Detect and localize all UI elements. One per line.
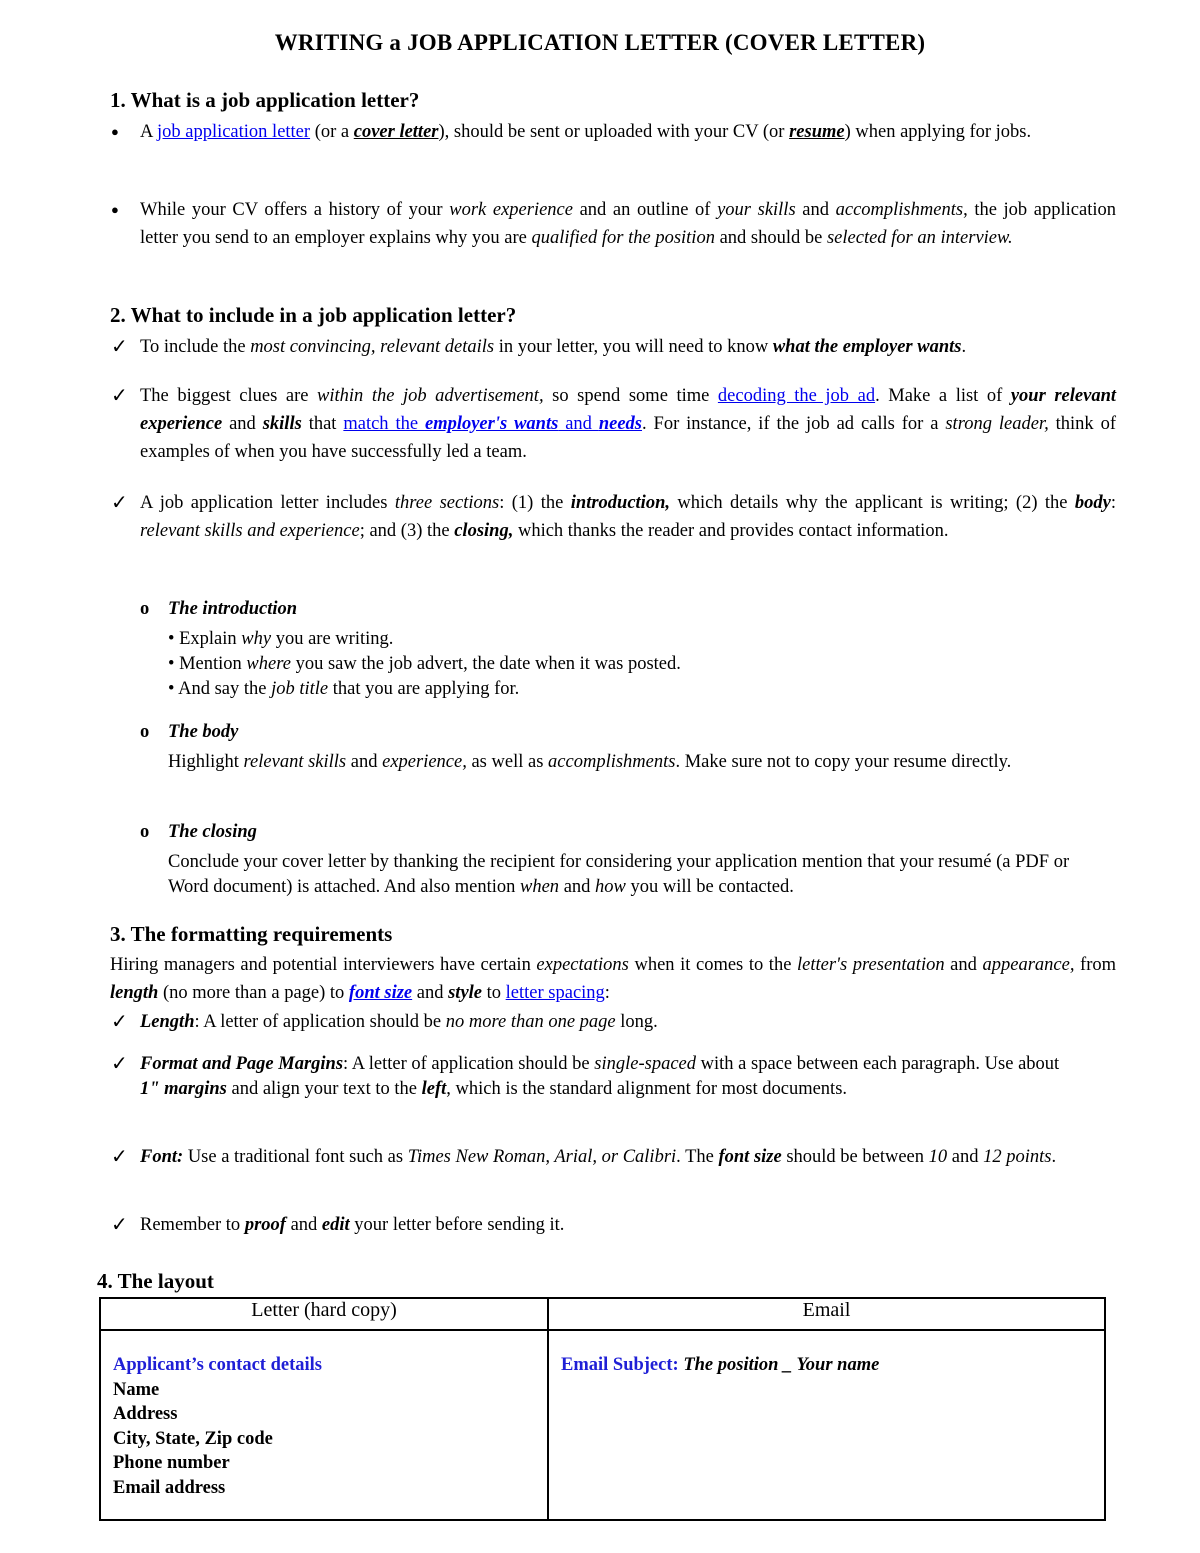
page-title: WRITING a JOB APPLICATION LETTER (COVER LETTER) xyxy=(274,30,926,55)
closing-subheading: o The closing xyxy=(140,822,257,842)
s1-bullet-1: A job application letter (or a cover letter), should be sent or uploaded with your CV (or resume) when applying for jobs. xyxy=(140,122,1032,142)
contact-line: Phone number xyxy=(113,1453,230,1473)
s3-intro: Hiring managers and potential interviewers have certain expectations when it comes to the letter's presentation and appearance, from length (no more than a page) to font size and style to letter spacing: xyxy=(110,955,1116,1003)
check-icon: ✓ xyxy=(111,1011,128,1033)
contact-line: City, State, Zip code xyxy=(113,1428,273,1449)
email-subject-value: The position _ Your name xyxy=(678,1355,880,1375)
s3-proof: Remember to proof and edit your letter before sending it. xyxy=(140,1215,565,1235)
check-icon: ✓ xyxy=(111,1214,128,1236)
section-1-heading: 1. What is a job application letter? xyxy=(110,88,420,112)
s3-length: Length: A letter of application should be no more than one page long. xyxy=(140,1012,658,1032)
section-4-heading: 4. The layout xyxy=(97,1269,214,1293)
bullet-icon: ● xyxy=(111,124,119,139)
letter-cell xyxy=(100,1330,548,1520)
contact-line: Address xyxy=(113,1404,178,1424)
letter-spacing-link[interactable]: letter spacing xyxy=(505,983,605,1003)
column-header-letter: Letter (hard copy) xyxy=(100,1298,548,1330)
layout-table xyxy=(99,1297,1106,1521)
check-icon: ✓ xyxy=(111,492,128,514)
match-employer-wants-link[interactable]: match the employer's wants and needs xyxy=(343,414,643,434)
closing-text: Conclude your cover letter by thanking the recipient for considering your application mention that your resumé (a PDF or Word document) is attached. And also mention when and how you will be contacted. xyxy=(168,852,1070,897)
section-2-heading: 2. What to include in a job application letter? xyxy=(110,303,517,327)
s2-check-2: The biggest clues are within the job advertisement, so spend some time decoding the job ad. Make a list of your relevant experience and skills that match the employer's wants and needs. For instance, if the job ad calls for a strong leader, think of examples of when you have successfully led a team. xyxy=(140,386,1116,462)
s2-check-1: To include the most convincing, relevant details in your letter, you will need to know what the employer wants. xyxy=(140,337,967,357)
s3-format: Format and Page Margins: A letter of application should be single-spaced with a space between each paragraph. Use about 1" margins and align your text to the left, which is the standard alignment for most documents. xyxy=(140,1054,1060,1099)
contact-details-heading: Applicant’s contact details xyxy=(113,1355,322,1375)
email-cell xyxy=(548,1330,1105,1520)
contact-line: Name xyxy=(113,1379,160,1400)
column-header-email: Email xyxy=(548,1298,1105,1330)
check-icon: ✓ xyxy=(111,336,128,358)
s1-bullet-2: While your CV offers a history of your work experience and an outline of your skills and accomplishments, the job application letter you send to an employer explains why you are qualified for the position and should be selected for an interview. xyxy=(140,200,1117,248)
font-size-link[interactable]: font size xyxy=(348,983,413,1003)
check-icon: ✓ xyxy=(111,1146,128,1168)
s3-font: Font: Use a traditional font such as Times New Roman, Arial, or Calibri. The font size should be between 10 and 12 points. xyxy=(140,1147,1057,1167)
introduction-list: • Explain why you are writing. • Mention where you saw the job advert, the date when it was posted. • And say the job title that you are applying for. xyxy=(168,629,681,699)
s2-check-3: A job application letter includes three sections: (1) the introduction, which details why the applicant is writing; (2) the body: relevant skills and experience; and (3) the closing, which thanks the reader and provides contact information. xyxy=(140,493,1117,541)
introduction-subheading: o The introduction xyxy=(140,599,298,619)
bullet-icon: ● xyxy=(111,202,119,217)
job-application-letter-link[interactable]: job application letter xyxy=(156,122,311,142)
body-subheading: o The body xyxy=(140,722,239,742)
email-subject-label: Email Subject: xyxy=(561,1355,679,1375)
body-text: Highlight relevant skills and experience, as well as accomplishments. Make sure not to copy your resume directly. xyxy=(168,752,1012,772)
contact-line: Email address xyxy=(113,1477,226,1498)
check-icon: ✓ xyxy=(111,385,128,407)
check-icon: ✓ xyxy=(111,1053,128,1075)
section-3-heading: 3. The formatting requirements xyxy=(110,922,393,946)
decoding-job-ad-link[interactable]: decoding the job ad xyxy=(717,386,876,406)
